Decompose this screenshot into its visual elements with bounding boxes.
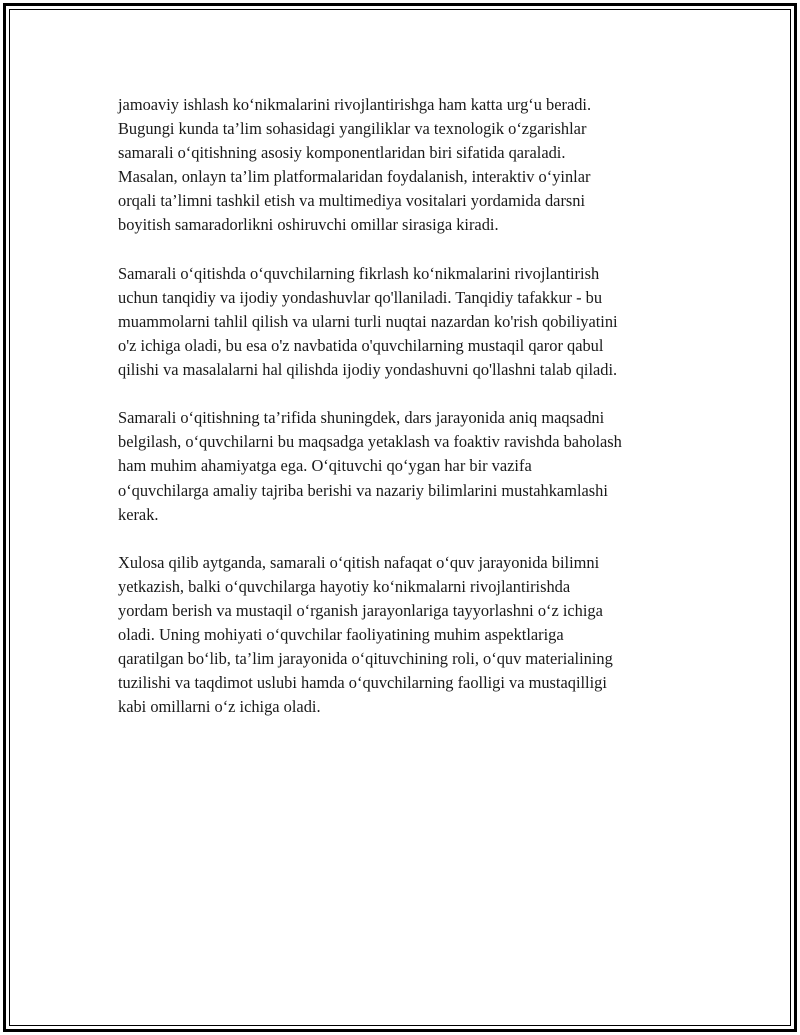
paragraph-1: jamoaviy ishlash ko‘nikmalarini rivojlantirishga ham katta urg‘u beradi. Bugungi kunda ta’lim sohasidagi yangiliklar va texnologik o‘zgarishlar samarali o‘qitishning asosiy komponentlaridan biri sifatida qaraladi. Masalan, onlayn ta’lim platformalaridan foydalanish, interaktiv o‘yinlar orqali ta’limni tashkil etish va multimediya vositalari yordamida darsni boyitish samaradorlikni oshiruvchi omillar sirasiga kiradi. (118, 95, 592, 235)
paragraph-3: Samarali o‘qitishning ta’rifida shuningdek, dars jarayonida aniq maqsadni belgilash, o‘quvchilarni bu maqsadga yetaklash va foaktiv ravishda baholash ham muhim ahamiyatga ega. O‘qituvchi qo‘ygan har bir vazifa o‘quvchilarga amaliy tajriba berishi va nazariy bilimlarini mustahkamlashi kerak. (118, 408, 622, 524)
paragraph-4: Xulosa qilib aytganda, samarali o‘qitish nafaqat o‘quv jarayonida bilimni yetkazish, balki o‘quvchilarga hayotiy ko‘nikmalarni rivojlantirishda yordam berish va mustaqil o‘rganish jarayonlariga tayyorlashni o‘z ichiga oladi. Uning mohiyati o‘quvchilar faoliyatining muhim aspektlariga qaratilgan bo‘lib, ta’lim jarayonida o‘qituvchining roli, o‘quv materialining tuzilishi va taqdimot uslubi hamda o‘quvchilarning faolligi va mustaqilligi kabi omillarni o‘z ichiga oladi. (118, 552, 613, 717)
document-body (118, 93, 698, 744)
paragraph-2: Samarali o‘qitishda o‘quvchilarning fikrlash ko‘nikmalarini rivojlantirish uchun tanqidiy va ijodiy yondashuvlar qo'llaniladi. Tanqidiy tafakkur - bu muammolarni tahlil qilish va ularni turli nuqtai nazardan ko'rish qobiliyatini o'z ichiga oladi, bu esa o'z navbatida o'quvchilarning mustaqil qaror qabul qilishi va masalalarni hal qilishda ijodiy yondashuvni qo'llashni talab qiladi. (118, 263, 618, 380)
